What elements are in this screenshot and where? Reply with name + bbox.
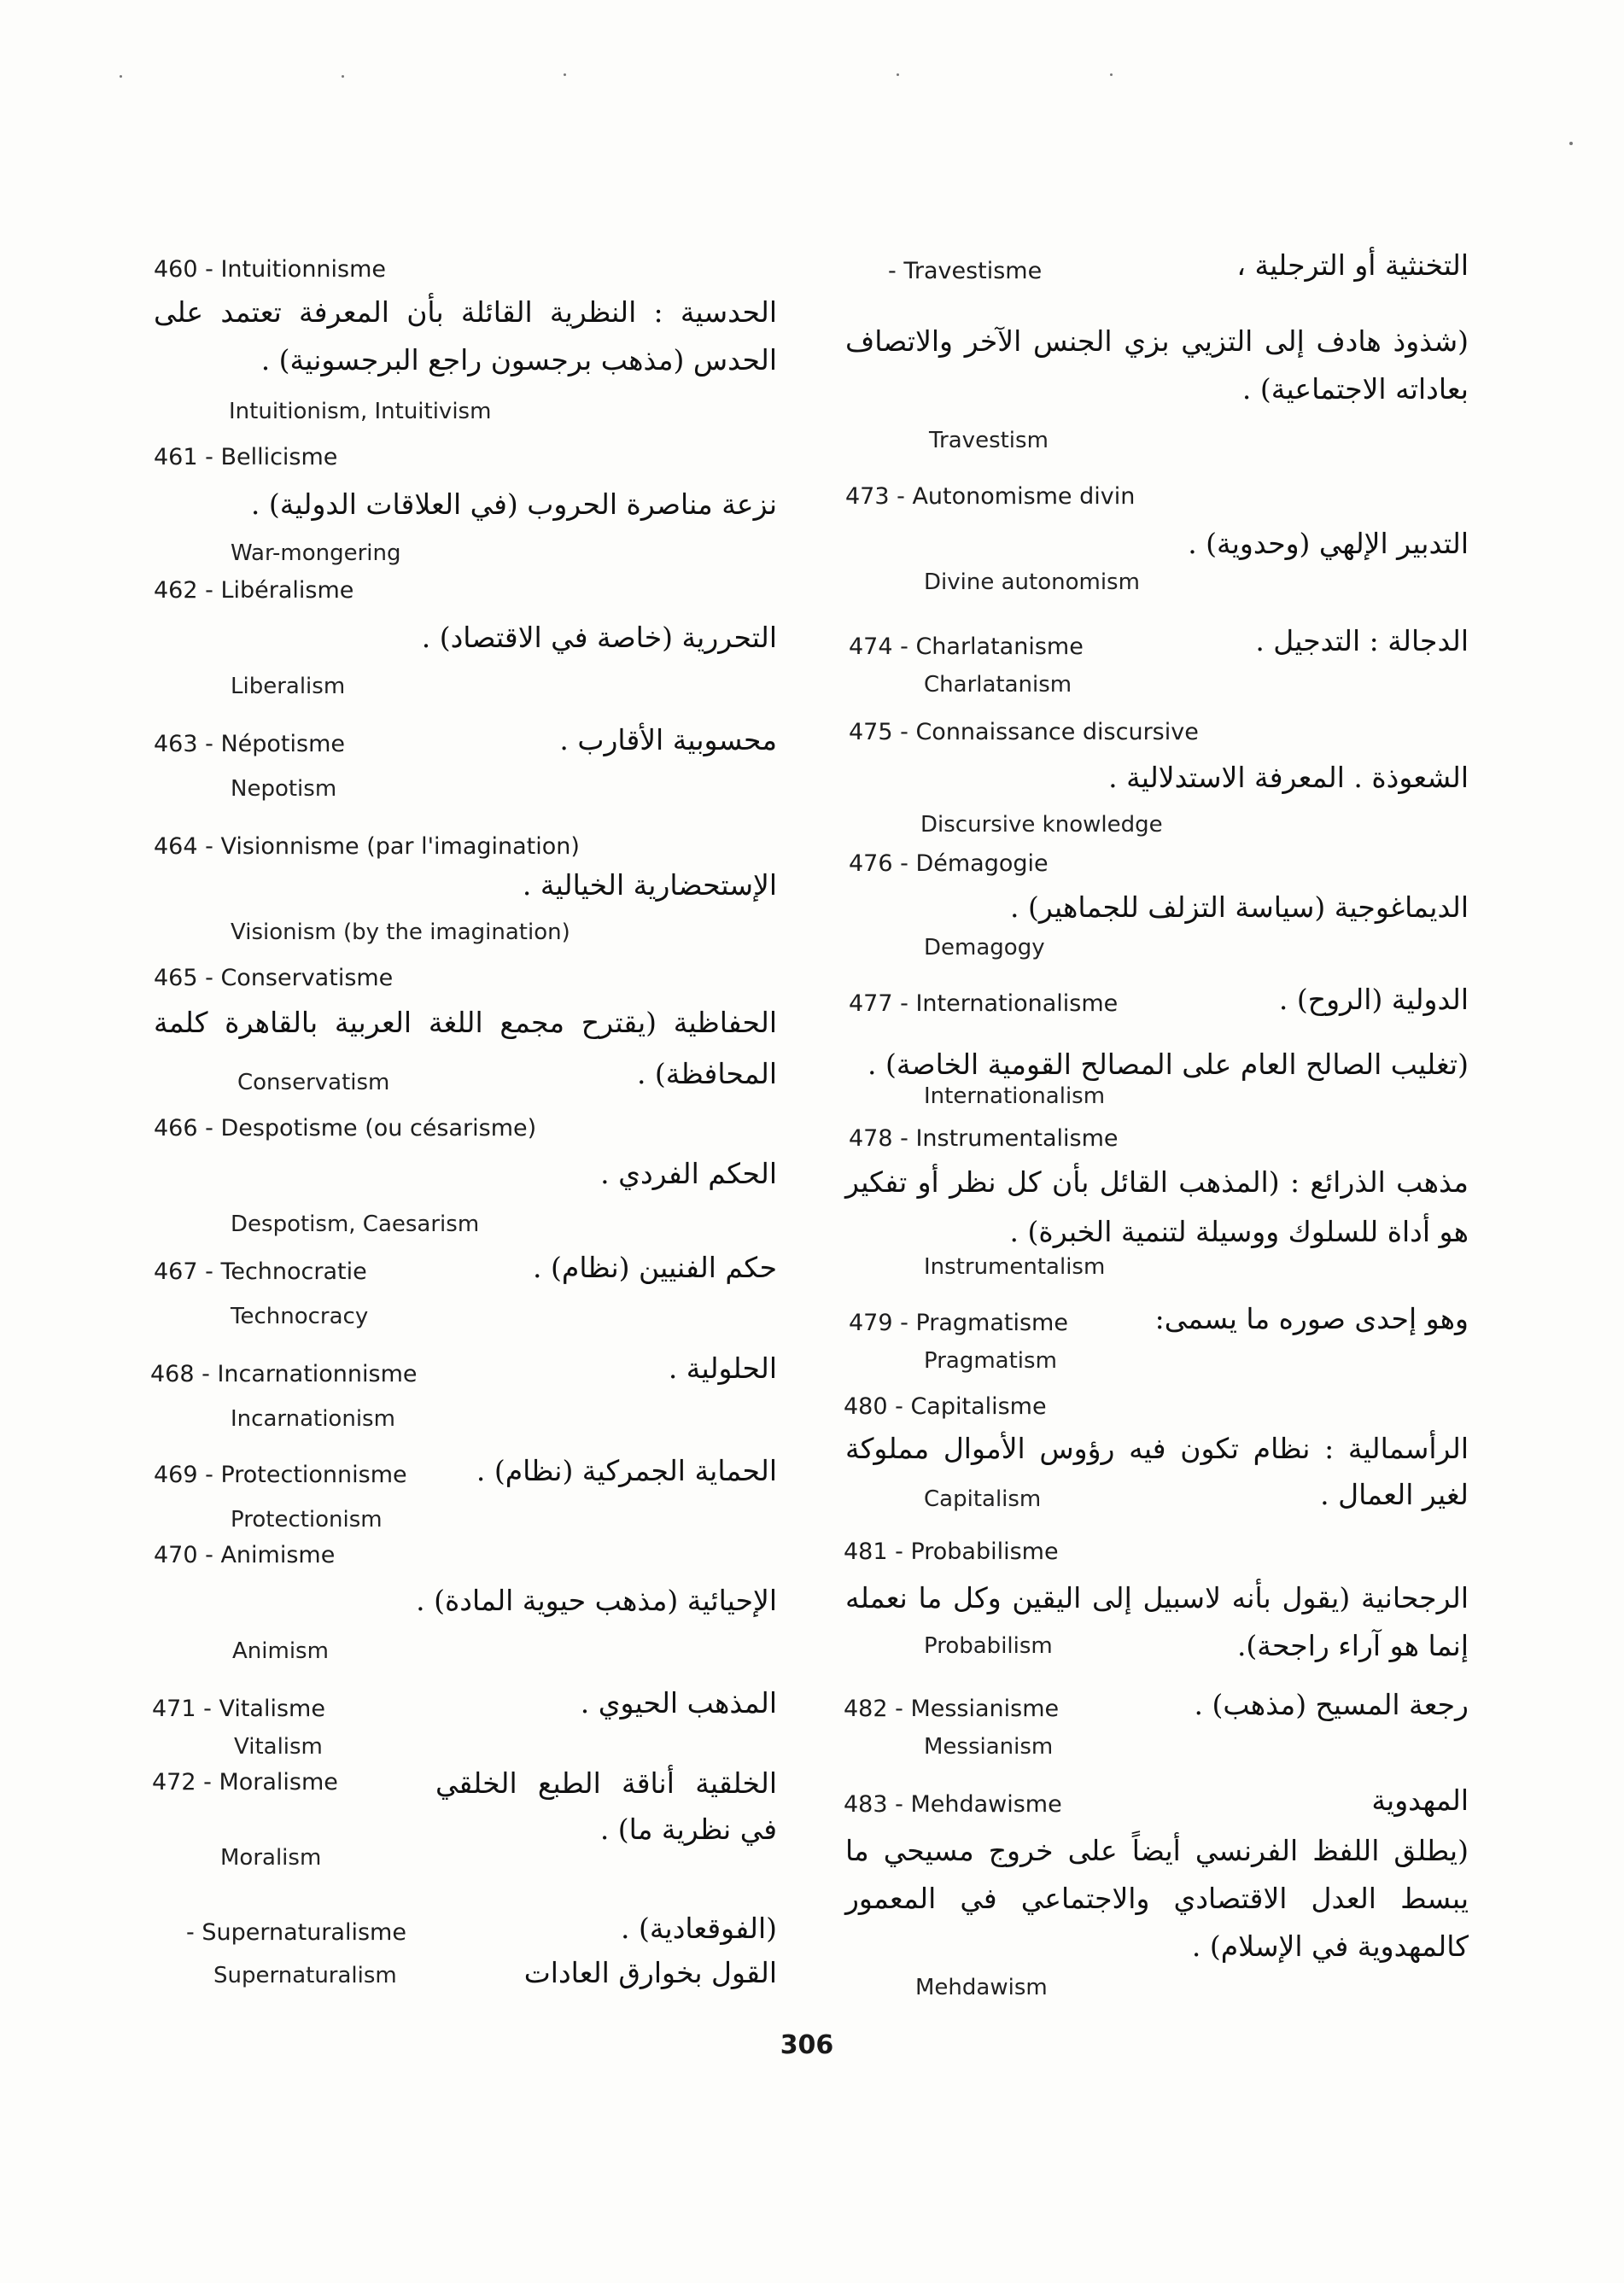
entry-480-arabic: الرأسمالية : نظام تكون فيه رؤوس الأموال مملوكة لغير العمال . [845,1432,1469,1511]
entry-474-head: 474 - Charlatanisme [849,634,1084,660]
entry-461-arabic: نزعة مناصرة الحروب (في العلاقات الدولية) . [250,488,777,521]
entry-471-arabic: المذهب الحيوي . [580,1686,777,1720]
scan-speck [1569,142,1573,145]
entry-477-head: 477 - Internationalisme [849,990,1119,1017]
entry-470-head: 470 - Animisme [154,1542,336,1568]
entry-479-head: 479 - Pragmatisme [849,1310,1068,1336]
entry-464-arabic: الإستحضارية الخيالية . [522,868,777,902]
entry-471-english: Vitalism [234,1734,323,1760]
entry-474-arabic: الدجالة : التدجيل . [1255,624,1469,657]
entry-463-english: Nepotism [231,776,337,802]
entry-supernaturalisme-arabic: (الفوقعادية) . [620,1912,777,1945]
entry-469-english: Protectionism [231,1507,383,1533]
entry-463-arabic: محسوبية الأقارب . [559,723,777,756]
entry-483-arabic: المهدوية [1371,1784,1469,1817]
entry-478-english: Instrumentalism [924,1254,1106,1280]
entry-477-arabic: الدولية (الروح) . [1278,983,1469,1016]
entry-483-english: Mehdawism [915,1975,1048,2000]
entry-482-english: Messianism [924,1734,1054,1760]
entry-476-head: 476 - Démagogie [849,850,1049,877]
entry-463-head: 463 - Népotisme [154,731,345,757]
entry-461-english: War-mongering [231,540,401,566]
entry-473-head: 473 - Autonomisme divin [845,483,1136,510]
entry-466-english: Despotism, Caesarism [231,1212,480,1237]
entry-467-english: Technocracy [231,1304,369,1329]
entry-468-head: 468 - Incarnationnisme [150,1361,418,1387]
entry-479-arabic: وهو إحدى صوره ما يسمى: [1154,1302,1469,1335]
entry-468-english: Incarnationism [231,1406,395,1432]
entry-465-english: Conservatism [237,1070,390,1095]
scan-speck [1110,73,1113,76]
entry-480-head: 480 - Capitalisme [844,1393,1047,1420]
entry-467-head: 467 - Technocratie [154,1258,367,1285]
entry-477-arabic-body: (تغليب الصالح العام على المصالح القومية الخاصة) . [867,1048,1469,1081]
entry-464-english: Visionism (by the imagination) [231,920,570,945]
entry-470-arabic: الإحيائية (مذهب حيوية المادة) . [416,1584,777,1617]
entry-478-head: 478 - Instrumentalisme [849,1125,1119,1152]
entry-465-arabic: الحفاظية (يقترح مجمع اللغة العربية بالقاهرة كلمة المحافظة) . [154,1006,777,1090]
entry-472-head: 472 - Moralisme [152,1769,338,1795]
entry-460-arabic: الحدسية : النظرية القائلة بأن المعرفة تعتمد على الحدس (مذهب برجسون راجع البرجسونية) . [154,295,777,377]
entry-460-english: Intuitionism, Intuitivism [229,399,492,424]
entry-478-arabic: مذهب الذرائع : (المذهب القائل بأن كل نظر أو تفكير هو أداة للسلوك ووسيلة لتنمية الخبرة) . [845,1165,1469,1248]
entry-483-arabic-body: (يطلق اللفظ الفرنسي أيضاً على خروج مسيحي ما يبسط العدل الاقتصادي والاجتماعي في المعمور كالمهدوية في الإسلام) . [845,1834,1469,1963]
entry-466-arabic: الحكم الفردي . [600,1157,777,1190]
entry-468-arabic: الحلولية . [668,1352,777,1385]
entry-481-arabic: الرجحانية (يقول بأنه لاسبيل إلى اليقين وكل ما نعمله إنما هو آراء راجحة). [845,1581,1469,1662]
entry-466-head: 466 - Despotisme (ou césarisme) [154,1115,537,1142]
scan-speck [897,73,899,76]
entry-482-head: 482 - Messianisme [844,1696,1060,1722]
entry-462-arabic: التحررية (خاصة في الاقتصاد) . [421,621,777,654]
scan-speck [120,75,122,78]
scan-speck [564,73,566,76]
entry-supernaturalisme-arabic-2: القول بخوارق العادات [523,1956,777,1989]
entry-481-english: Probabilism [924,1633,1053,1659]
entry-472-arabic: الخلقية أناقة الطبع الخلقي في نظرية ما) . [435,1766,777,1846]
entry-477-english: Internationalism [924,1083,1106,1109]
entry-473-arabic: التدبير الإلهي (وحدوية) . [1188,527,1469,560]
entry-475-english: Discursive knowledge [920,812,1163,838]
entry-supernaturalisme-head: - Supernaturalisme [186,1919,406,1946]
entry-482-arabic: رجعة المسيح (مذهب) . [1194,1688,1469,1721]
entry-travestisme-arabic-body: (شذوذ هادف إلى التزيي بزي الجنس الآخر والاتصاف بعاداته الاجتماعية) . [845,324,1469,406]
entry-supernaturalisme-english: Supernaturalism [213,1963,397,1988]
entry-481-head: 481 - Probabilisme [844,1539,1059,1565]
entry-travestisme-english: Travestism [929,428,1049,453]
entry-469-head: 469 - Protectionnisme [154,1462,407,1488]
entry-462-english: Liberalism [231,674,346,699]
entry-475-arabic: الشعوذة . المعرفة الاستدلالية . [1108,761,1469,794]
entry-461-head: 461 - Bellicisme [154,444,338,470]
entry-470-english: Animism [232,1638,329,1664]
entry-465-head: 465 - Conservatisme [154,965,394,991]
entry-469-arabic: الحماية الجمركية (نظام) . [476,1454,777,1487]
page-number: 306 [780,2030,834,2060]
entry-travestisme-head: - Travestisme [888,258,1043,284]
entry-483-head: 483 - Mehdawisme [844,1791,1062,1818]
entry-467-arabic: حكم الفنيين (نظام) . [533,1251,777,1284]
entry-480-english: Capitalism [924,1486,1042,1512]
entry-476-english: Demagogy [924,935,1045,960]
entry-473-english: Divine autonomism [924,569,1140,595]
entry-464-head: 464 - Visionnisme (par l'imagination) [154,833,580,860]
entry-460-head: 460 - Intuitionnisme [154,256,387,283]
entry-462-head: 462 - Libéralisme [154,577,354,604]
scan-speck [342,75,344,78]
entry-travestisme-arabic: التخنثية أو الترجلية ، [1236,248,1469,282]
entry-472-english: Moralism [220,1845,322,1871]
entry-471-head: 471 - Vitalisme [152,1696,325,1722]
entry-476-arabic: الديماغوجية (سياسة التزلف للجماهير) . [1009,890,1469,924]
entry-479-english: Pragmatism [924,1348,1057,1374]
entry-474-english: Charlatanism [924,672,1072,698]
entry-475-head: 475 - Connaissance discursive [849,719,1199,745]
